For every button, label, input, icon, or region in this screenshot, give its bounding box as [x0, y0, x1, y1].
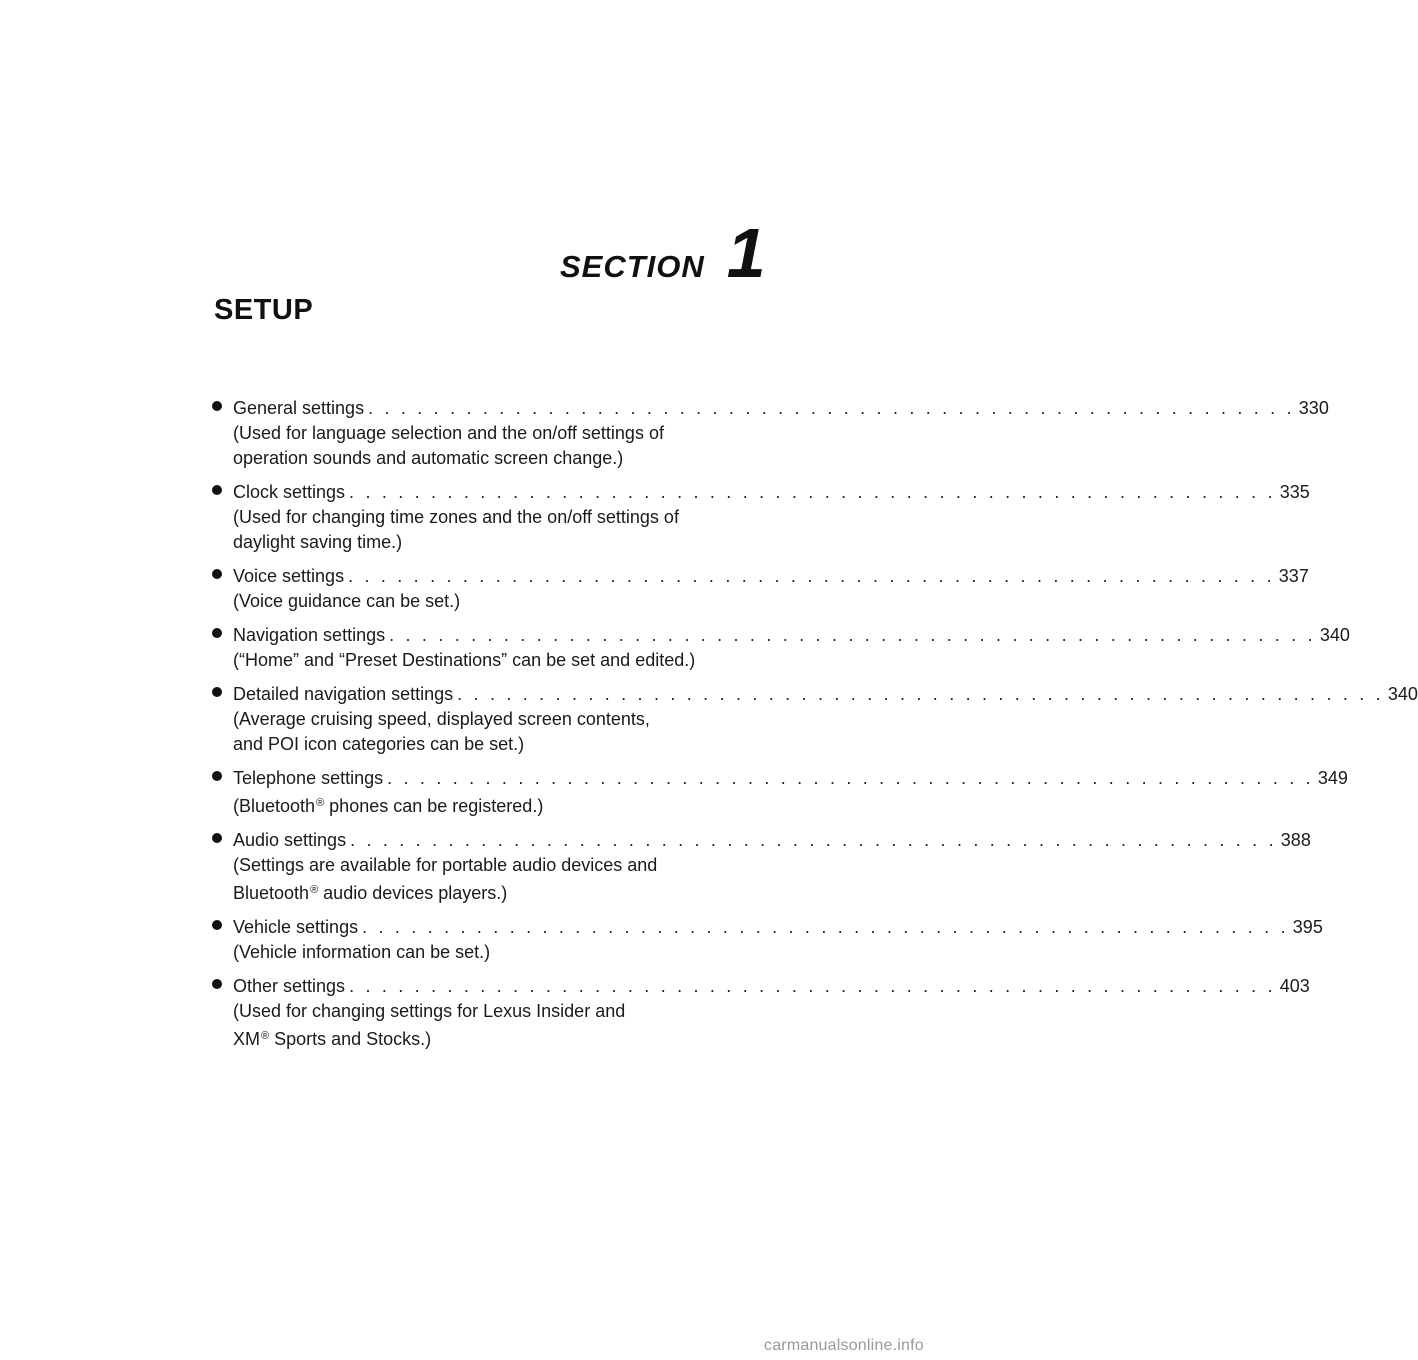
- toc-item-telephone-settings: [212, 766, 1348, 819]
- dot-leader: . . . . . . . . . . . . . . . . . . . . . . . . . . . . . . . . . . . . . . . . . . . . . . . . . . . . . . . . .: [349, 976, 1276, 996]
- page-number[interactable]: 395: [1292, 917, 1323, 937]
- toc-item-vehicle-settings: [212, 915, 1323, 965]
- toc-entry-description: [233, 589, 777, 614]
- toc-entry-description: [233, 707, 777, 757]
- toc-entry-line: [233, 828, 1311, 853]
- bullet-icon: [212, 979, 222, 989]
- toc-item-detailed-navigation-settings: [212, 682, 1418, 757]
- description-line: operation sounds and automatic screen change.): [233, 448, 624, 468]
- toc-entry-title[interactable]: Detailed navigation settings: [233, 684, 454, 704]
- bullet-icon: [212, 485, 222, 495]
- toc-entry-line: [233, 682, 1418, 707]
- page-title: SETUP: [214, 294, 314, 326]
- bullet-icon: [212, 920, 222, 930]
- toc-entry-description: [233, 999, 777, 1052]
- description-line: (Voice guidance can be set.): [233, 591, 461, 611]
- description-line: [233, 1024, 777, 1052]
- toc-entry-title[interactable]: Vehicle settings: [233, 917, 359, 937]
- table-of-contents: [212, 396, 1418, 1061]
- page-number[interactable]: 337: [1278, 566, 1309, 586]
- description-text: Sports and Stocks.): [269, 1029, 432, 1049]
- toc-entry-title[interactable]: Audio settings: [233, 830, 347, 850]
- bullet-icon: [212, 833, 222, 843]
- page-number[interactable]: 403: [1279, 976, 1310, 996]
- page-number[interactable]: 340: [1319, 625, 1350, 645]
- dot-leader: . . . . . . . . . . . . . . . . . . . . . . . . . . . . . . . . . . . . . . . . . . . . . . . . . . . . . . . . .: [389, 625, 1316, 645]
- description-line: (“Home” and “Preset Destinations” can be set and edited.): [233, 650, 696, 670]
- watermark: carmanualsonline.info: [764, 1337, 924, 1354]
- toc-item-general-settings: [212, 396, 1329, 471]
- dot-leader: . . . . . . . . . . . . . . . . . . . . . . . . . . . . . . . . . . . . . . . . . . . . . . . . . . . . . . . . .: [368, 398, 1295, 418]
- toc-item-voice-settings: [212, 564, 1309, 614]
- page-number[interactable]: 330: [1298, 398, 1329, 418]
- description-line: [233, 878, 777, 906]
- toc-item-other-settings: [212, 974, 1310, 1052]
- description-line: (Average cruising speed, displayed screen contents,: [233, 709, 650, 729]
- toc-entry-line: [233, 564, 1309, 589]
- bullet-icon: [212, 687, 222, 697]
- description-line: (Settings are available for portable audio devices and: [233, 855, 658, 875]
- toc-entry-description: [233, 421, 777, 471]
- toc-entry-description: [233, 505, 777, 555]
- toc-entry-title[interactable]: Navigation settings: [233, 625, 386, 645]
- toc-entry-title[interactable]: General settings: [233, 398, 365, 418]
- description-text: XM: [233, 1029, 260, 1049]
- toc-entry-title[interactable]: Clock settings: [233, 482, 346, 502]
- toc-entry-line: [233, 480, 1310, 505]
- description-text: phones can be registered.): [324, 796, 544, 816]
- toc-entry-title[interactable]: Other settings: [233, 976, 346, 996]
- bullet-icon: [212, 628, 222, 638]
- description-line: [233, 791, 777, 819]
- description-line: daylight saving time.): [233, 532, 403, 552]
- description-line: (Vehicle information can be set.): [233, 942, 491, 962]
- toc-entry-line: [233, 915, 1323, 940]
- bullet-icon: [212, 771, 222, 781]
- toc-entry-title[interactable]: Voice settings: [233, 566, 345, 586]
- toc-entry-description: [233, 853, 777, 906]
- section-number: 1: [726, 214, 766, 292]
- toc-entry-description: [233, 791, 777, 819]
- description-line: and POI icon categories can be set.): [233, 734, 525, 754]
- toc-entry-description: [233, 648, 777, 673]
- section-label: SECTION: [560, 249, 705, 284]
- toc-entry-description: [233, 940, 777, 965]
- dot-leader: . . . . . . . . . . . . . . . . . . . . . . . . . . . . . . . . . . . . . . . . . . . . . . . . . . . . . . . . .: [362, 917, 1289, 937]
- description-line: (Used for changing time zones and the on/off settings of: [233, 507, 679, 527]
- toc-item-audio-settings: [212, 828, 1311, 906]
- toc-entry-line: [233, 623, 1350, 648]
- page-number[interactable]: 340: [1387, 684, 1418, 704]
- description-text: audio devices players.): [318, 883, 508, 903]
- dot-leader: . . . . . . . . . . . . . . . . . . . . . . . . . . . . . . . . . . . . . . . . . . . . . . . . . . . . . . . . .: [350, 830, 1277, 850]
- bullet-icon: [212, 401, 222, 411]
- toc-item-navigation-settings: [212, 623, 1350, 673]
- page-number[interactable]: 349: [1317, 768, 1348, 788]
- toc-item-clock-settings: [212, 480, 1310, 555]
- page-number[interactable]: 335: [1279, 482, 1310, 502]
- page-number[interactable]: 388: [1280, 830, 1311, 850]
- dot-leader: . . . . . . . . . . . . . . . . . . . . . . . . . . . . . . . . . . . . . . . . . . . . . . . . . . . . . . . . .: [348, 566, 1275, 586]
- description-text: Bluetooth: [233, 883, 310, 903]
- registered-mark: ®: [310, 884, 319, 896]
- registered-mark: ®: [261, 1030, 270, 1042]
- registered-mark: ®: [316, 797, 325, 809]
- toc-entry-line: [233, 974, 1310, 999]
- section-heading: [560, 214, 766, 292]
- dot-leader: . . . . . . . . . . . . . . . . . . . . . . . . . . . . . . . . . . . . . . . . . . . . . . . . . . . . . . . . .: [457, 684, 1384, 704]
- toc-entry-title[interactable]: Telephone settings: [233, 768, 384, 788]
- dot-leader: . . . . . . . . . . . . . . . . . . . . . . . . . . . . . . . . . . . . . . . . . . . . . . . . . . . . . . . . .: [349, 482, 1276, 502]
- toc-entry-line: [233, 396, 1329, 421]
- description-line: (Used for changing settings for Lexus Insider and: [233, 1001, 626, 1021]
- bullet-icon: [212, 569, 222, 579]
- description-line: (Used for language selection and the on/off settings of: [233, 423, 664, 443]
- toc-entry-line: [233, 766, 1348, 791]
- description-text: (Bluetooth: [233, 796, 316, 816]
- dot-leader: . . . . . . . . . . . . . . . . . . . . . . . . . . . . . . . . . . . . . . . . . . . . . . . . . . . . . . . . .: [387, 768, 1314, 788]
